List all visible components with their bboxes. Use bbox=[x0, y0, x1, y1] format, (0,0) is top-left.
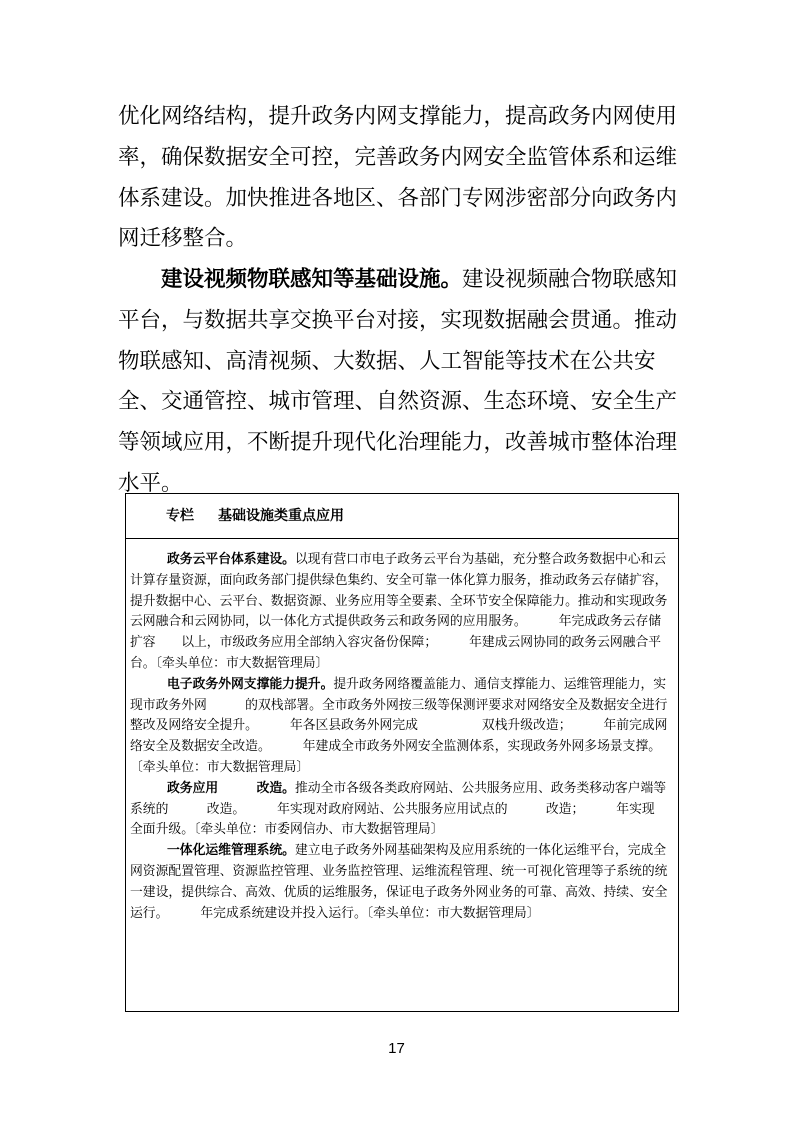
paragraph-iot-infrastructure bbox=[118, 260, 678, 505]
feature-item bbox=[130, 779, 694, 841]
paragraph-text: 建设视频融合物联感知平台，与数据共享交换平台对接，实现数据融会贯通。推动物联感知、高清视频、大数据、人工智能等技术在公共安全、交通管控、城市管理、自然资源、生态环境、安全生产等领域应用，不断提升现代化治理能力，改善城市整体治理水平。 bbox=[118, 267, 678, 496]
feature-item-text: 以现有营口市电子政务云平台为基础，充分整合政务数据中心和云计算存量资源，面向政务部门提供绿色集约、安全可靠一体化算力服务，推动政务云存储扩容，提升数据中心、云平台、数据资源、业务应用等全要素、全环节安全保障能力。推动和实现政务云网融合和云网协同，以一体化方式提供政务云和政务网的应用服务。 年完成政务云存储扩容 以上，市级政务应用全部纳入容灾备份保障； 年建成云网协同的政务云网融合平台。〔牵头单位：市大数据管理局〕 bbox=[130, 552, 668, 671]
feature-item-title: 政务应用 改造。 bbox=[167, 780, 295, 796]
feature-item-text: 建立电子政务外网基础架构及应用系统的一体化运维平台，完成全网资源配置管理、资源监控管理、业务监控管理、运维流程管理、统一可视化管理等子系统的统一建设，提供综合、高效、优质的运维服务，保证电子政务外网业务的可靠、高效、持续、安全运行。 年完成系统建设并投入运行。〔牵头单位：市大数据管理局〕 bbox=[130, 843, 668, 921]
page-number: 17 bbox=[388, 1040, 405, 1057]
feature-item-title: 政务云平台体系建设。 bbox=[167, 552, 295, 567]
feature-box-header bbox=[126, 494, 678, 539]
paragraph-network-optimization: 优化网络结构，提升政务内网支撑能力，提高政务内网使用率，确保数据安全可控，完善政务内网安全监管体系和运维体系建设。加快推进各地区、各部门专网涉密部分向政务内网迁移整合。 bbox=[118, 104, 678, 252]
feature-box-body bbox=[126, 539, 694, 924]
feature-item-text: 推动全市各级各类政府网站、公共服务应用、政务类移动客户端等系统的 改造。 年实现对政府网站、公共服务应用试点的 改造； 年实现 全面升级。〔牵头单位：市委网信办、市大数据管理局〕 bbox=[130, 780, 694, 838]
feature-item-text: 提升政务网络覆盖能力、通信支撑能力、运维管理能力，实现市政务外网 的双栈部署。全市政务外网按三级等保测评要求对网络安全及数据安全进行整改及网络安全提升。 年各区县政务外网完成 双栈升级改造； 年前完成网络安全及数据安全改造。 年建成全市政务外网安全监测体系，实现政务外网多场景支撑。〔牵头单位：市大数据管理局〕 bbox=[130, 676, 668, 775]
paragraph-heading: 建设视频物联感知等基础设施。 bbox=[161, 267, 463, 292]
feature-item-title: 一体化运维管理系统。 bbox=[167, 843, 295, 859]
feature-item-title: 电子政务外网支撑能力提升。 bbox=[167, 676, 334, 692]
feature-item bbox=[130, 841, 673, 924]
feature-item bbox=[130, 675, 673, 779]
feature-box-label: 专栏 bbox=[166, 508, 194, 524]
feature-box bbox=[125, 493, 694, 1012]
feature-box-title: 基础设施类重点应用 bbox=[218, 508, 344, 524]
feature-item bbox=[130, 550, 673, 675]
